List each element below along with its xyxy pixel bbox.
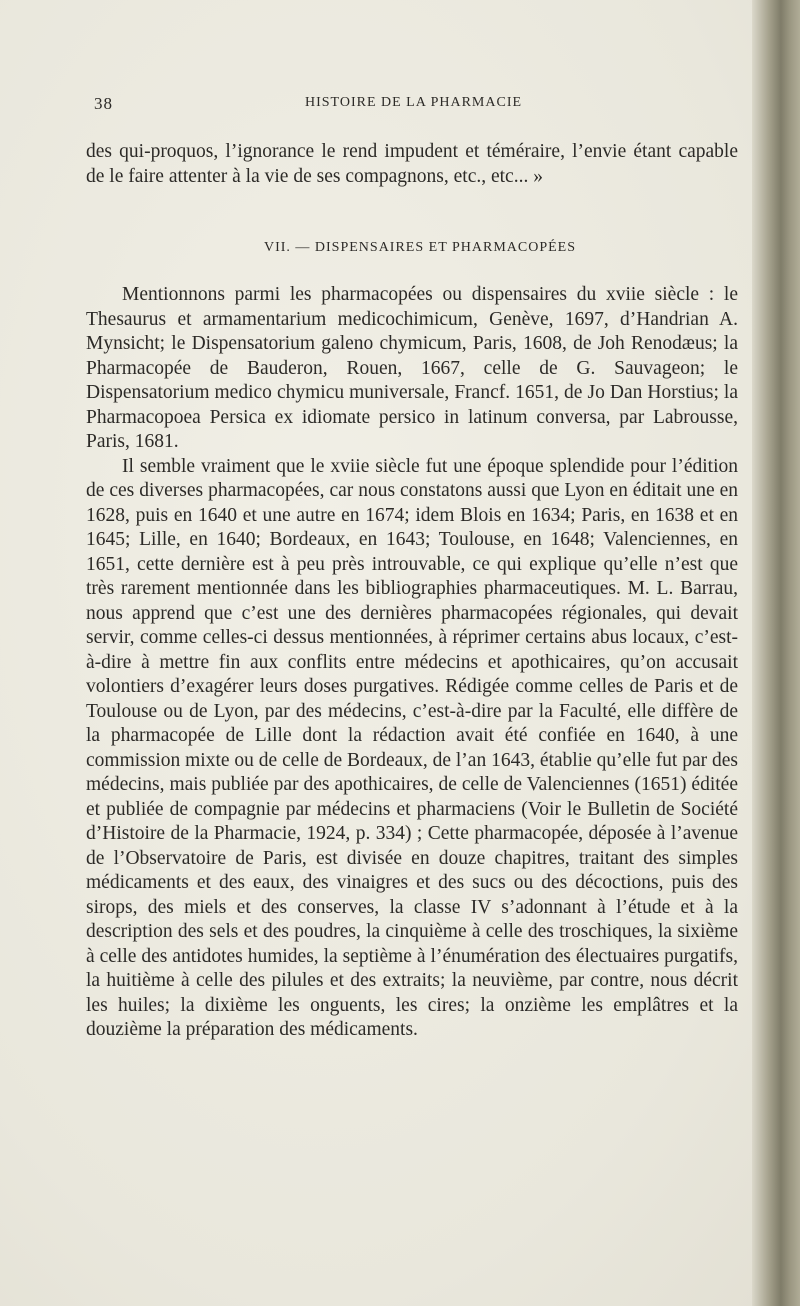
text-block-top bbox=[86, 140, 738, 189]
section-title: VII. — DISPENSAIRES ET PHARMACOPÉES bbox=[263, 240, 577, 255]
running-title: HISTOIRE DE LA PHARMACIE bbox=[305, 95, 523, 110]
text-block-main bbox=[86, 283, 738, 1043]
paragraph-seventeenth-century: Il semble vraiment que le xviie siècle fut une époque splendide pour l’édition de ces diverses pharmacopées, car nous constatons aussi que Lyon en éditait une en 1628, puis en 1640 et une autre en 1674; idem Blois en 1634; Paris, en 1638 et en 1645; Lille, en 1640; Bordeaux, en 1643; Toulouse, en 1648; Valenciennes, en 1651, cette dernière est à peu près introuvable, ce qui explique qu’elle n’est que très rarement mentionnée dans les bibliographies pharmaceutiques. M. L. Barrau, nous apprend que c’est une des dernières pharmacopées régionales, qui devait servir, comme celles-ci dessus mentionnées, à réprimer certains abus locaux, c’est-à-dire à mettre fin aux conflits entre médecins et apothicaires, qu’on accusait volontiers d’exagérer leurs doses purgatives. Rédigée comme celles de Paris et de Toulouse ou de Lyon, par des médecins, c’est-à-dire par la Faculté, elle diffère de la pharmacopée de Lille dont la rédaction avait été confiée en 1640, à une commission mixte ou de celle de Bordeaux, de l’an 1643, établie qu’elle fut par des médecins, mais publiée par des apothicaires, de celle de Valenciennes (1651) éditée et publiée de compagnie par médecins et pharmaciens (Voir le Bulletin de Société d’Histoire de la Pharmacie, 1924, p. 334) ; Cette pharmacopée, déposée à l’avenue de l’Observatoire de Paris, est divisée en douze chapitres, traitant des simples médicaments et des eaux, des vinaigres et des sucs ou des décoctions, puis des sirops, des miels et des conserves, la classe IV s’adonnant à l’étude et à la description des sels et des poudres, la cinquième à celle des troschiques, la sixième à celle des antidotes humides, la septième à l’énumération des électuaires purgatifs, la huitième à celle des pilules et des extraits; la neuvième, par contre, nous décrit les huiles; la dixième les onguents, les cires; la onzième les emplâtres et la douzième la préparation des médicaments. bbox=[86, 455, 738, 1040]
page-edge-shadow bbox=[752, 0, 800, 1306]
page-number: 38 bbox=[94, 94, 113, 113]
paragraph-pharmacopoeias: Mentionnons parmi les pharmacopées ou dispensaires du xviie siècle : le Thesaurus et armamentarium medicochimicum, Genève, 1697, d’Handrian A. Mynsicht; le Dispensatorium galeno chymicum, Paris, 1608, de Joh Renodæus; la Pharmacopée de Bauderon, Rouen, 1667, celle de G. Sauvageon; le Dispensatorium medico chymicu muniversale, Francf. 1651, de Jo Dan Horstius; la Pharmacopoea Persica ex idiomate persico in latinum conversa, par Labrousse, Paris, 1681. bbox=[86, 284, 738, 452]
page-header bbox=[0, 94, 800, 116]
paragraph-continuation: des qui-proquos, l’ignorance le rend impudent et téméraire, l’envie étant capable de le faire attenter à la vie de ses compagnons, etc., etc... » bbox=[86, 141, 738, 187]
